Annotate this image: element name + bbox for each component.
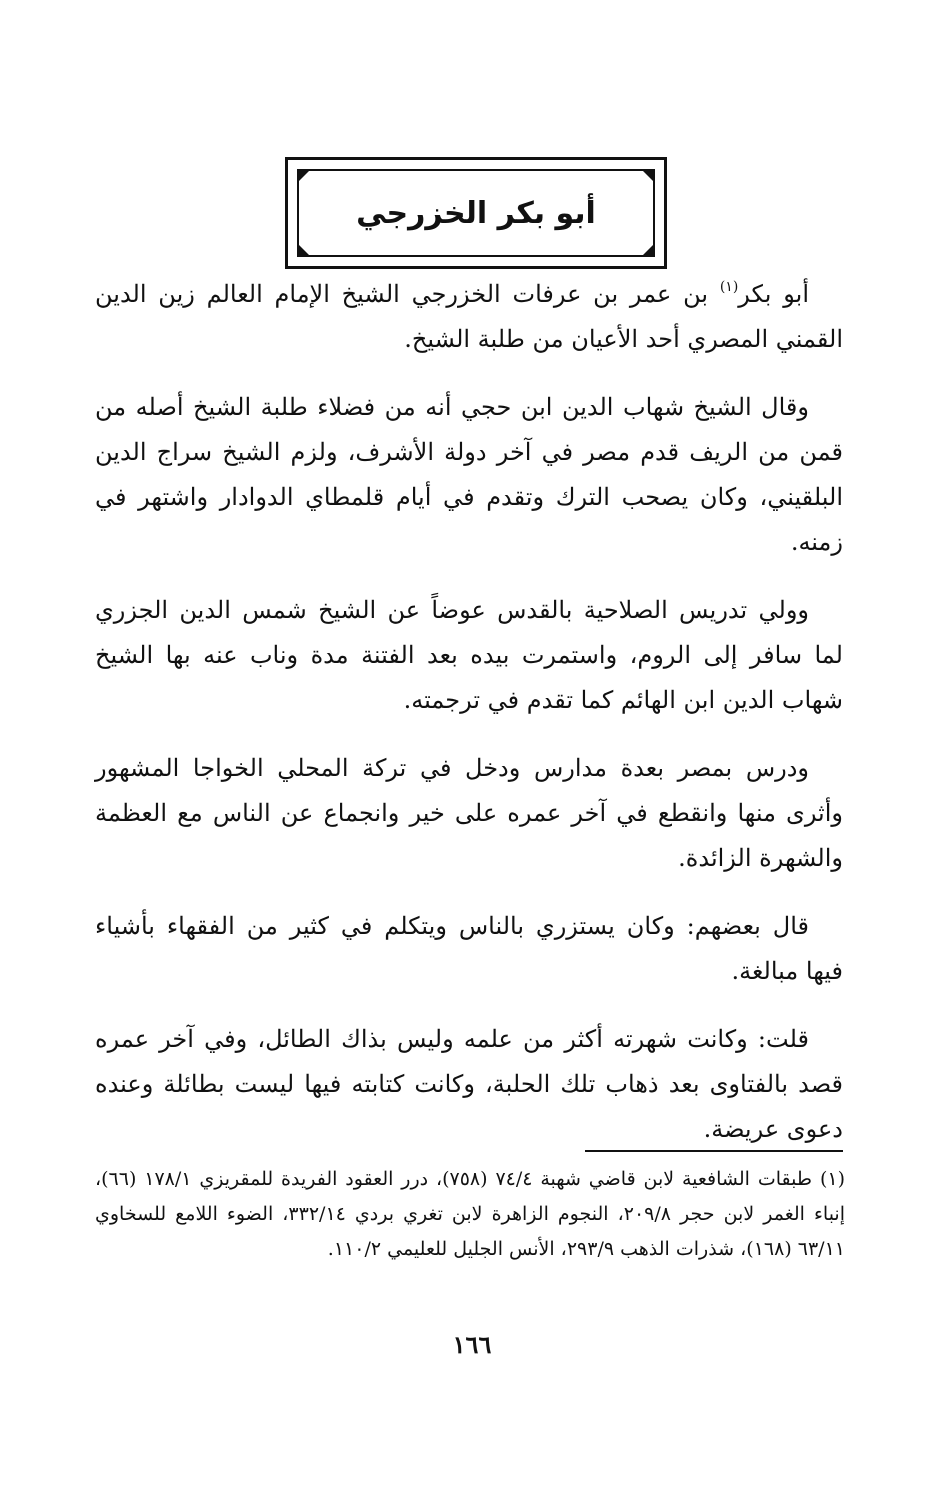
paragraph-3: وولي تدريس الصلاحية بالقدس عوضاً عن الشيخ شمس الدين الجزري لما سافر إلى الروم، واستمرت بيده بعد الفتنة مدة وناب عنه بها الشيخ شهاب الدين ابن الهائم كما تقدم في ترجمته. — [95, 596, 843, 714]
paragraph-1 — [95, 272, 843, 362]
corner-ornament — [641, 169, 655, 183]
corner-ornament — [297, 243, 311, 257]
chapter-title: أبو بكر الخزرجي — [356, 195, 596, 231]
paragraph-2: وقال الشيخ شهاب الدين ابن حجي أنه من فضلاء طلبة الشيخ أصله من قمن من الريف قدم مصر في آخر دولة الأشرف، ولزم الشيخ سراج الدين البلقيني، وكان يصحب الترك وتقدم في أيام قلمطاي الدوادار واشتهر في زمنه. — [95, 393, 843, 556]
footnote-separator — [585, 1150, 843, 1152]
footnote — [95, 1162, 845, 1267]
corner-ornament — [641, 243, 655, 257]
paragraph-1-start: أبو بكر — [738, 280, 809, 308]
corner-ornament — [297, 169, 311, 183]
footnote-number: (١) — [819, 1168, 846, 1190]
paragraph-6: قلت: وكانت شهرته أكثر من علمه وليس بذاك الطائل، وفي آخر عمره قصد بالفتاوى بعد ذهاب تلك الحلبة، وكانت كتابته فيها ليست بطائلة وعنده دعوى عريضة. — [95, 1025, 843, 1143]
title-inner-border — [297, 169, 655, 257]
main-text — [95, 272, 843, 1175]
page-number: ١٦٦ — [452, 1330, 492, 1359]
footnote-text: طبقات الشافعية لابن قاضي شهبة ٧٤/٤ (٧٥٨)، درر العقود الفريدة للمقريزي ١٧٨/١ (٦٦)، إنباء الغمر لابن حجر ٢٠٩/٨، النجوم الزاهرة لابن تغري بردي ٣٣٢/١٤، الضوء اللامع للسخاوي ٦٣/١١ (١٦٨)، شذرات الذهب ٢٩٣/٩، الأنس الجليل للعليمي ١١٠/٢. — [95, 1168, 846, 1260]
paragraph-1-rest: بن عمر بن عرفات الخزرجي الشيخ الإمام العالم زين الدين القمني المصري أحد الأعيان من طلبة الشيخ. — [95, 280, 843, 353]
title-frame — [285, 157, 667, 269]
paragraph-5: قال بعضهم: وكان يستزري بالناس ويتكلم في كثير من الفقهاء بأشياء فيها مبالغة. — [95, 912, 843, 985]
paragraph-4: ودرس بمصر بعدة مدارس ودخل في تركة المحلي الخواجا المشهور وأثرى منها وانقطع في آخر عمره على خير وانجماع عن الناس مع العظمة والشهرة الزائدة. — [95, 754, 843, 872]
footnote-reference: (١) — [719, 279, 739, 295]
